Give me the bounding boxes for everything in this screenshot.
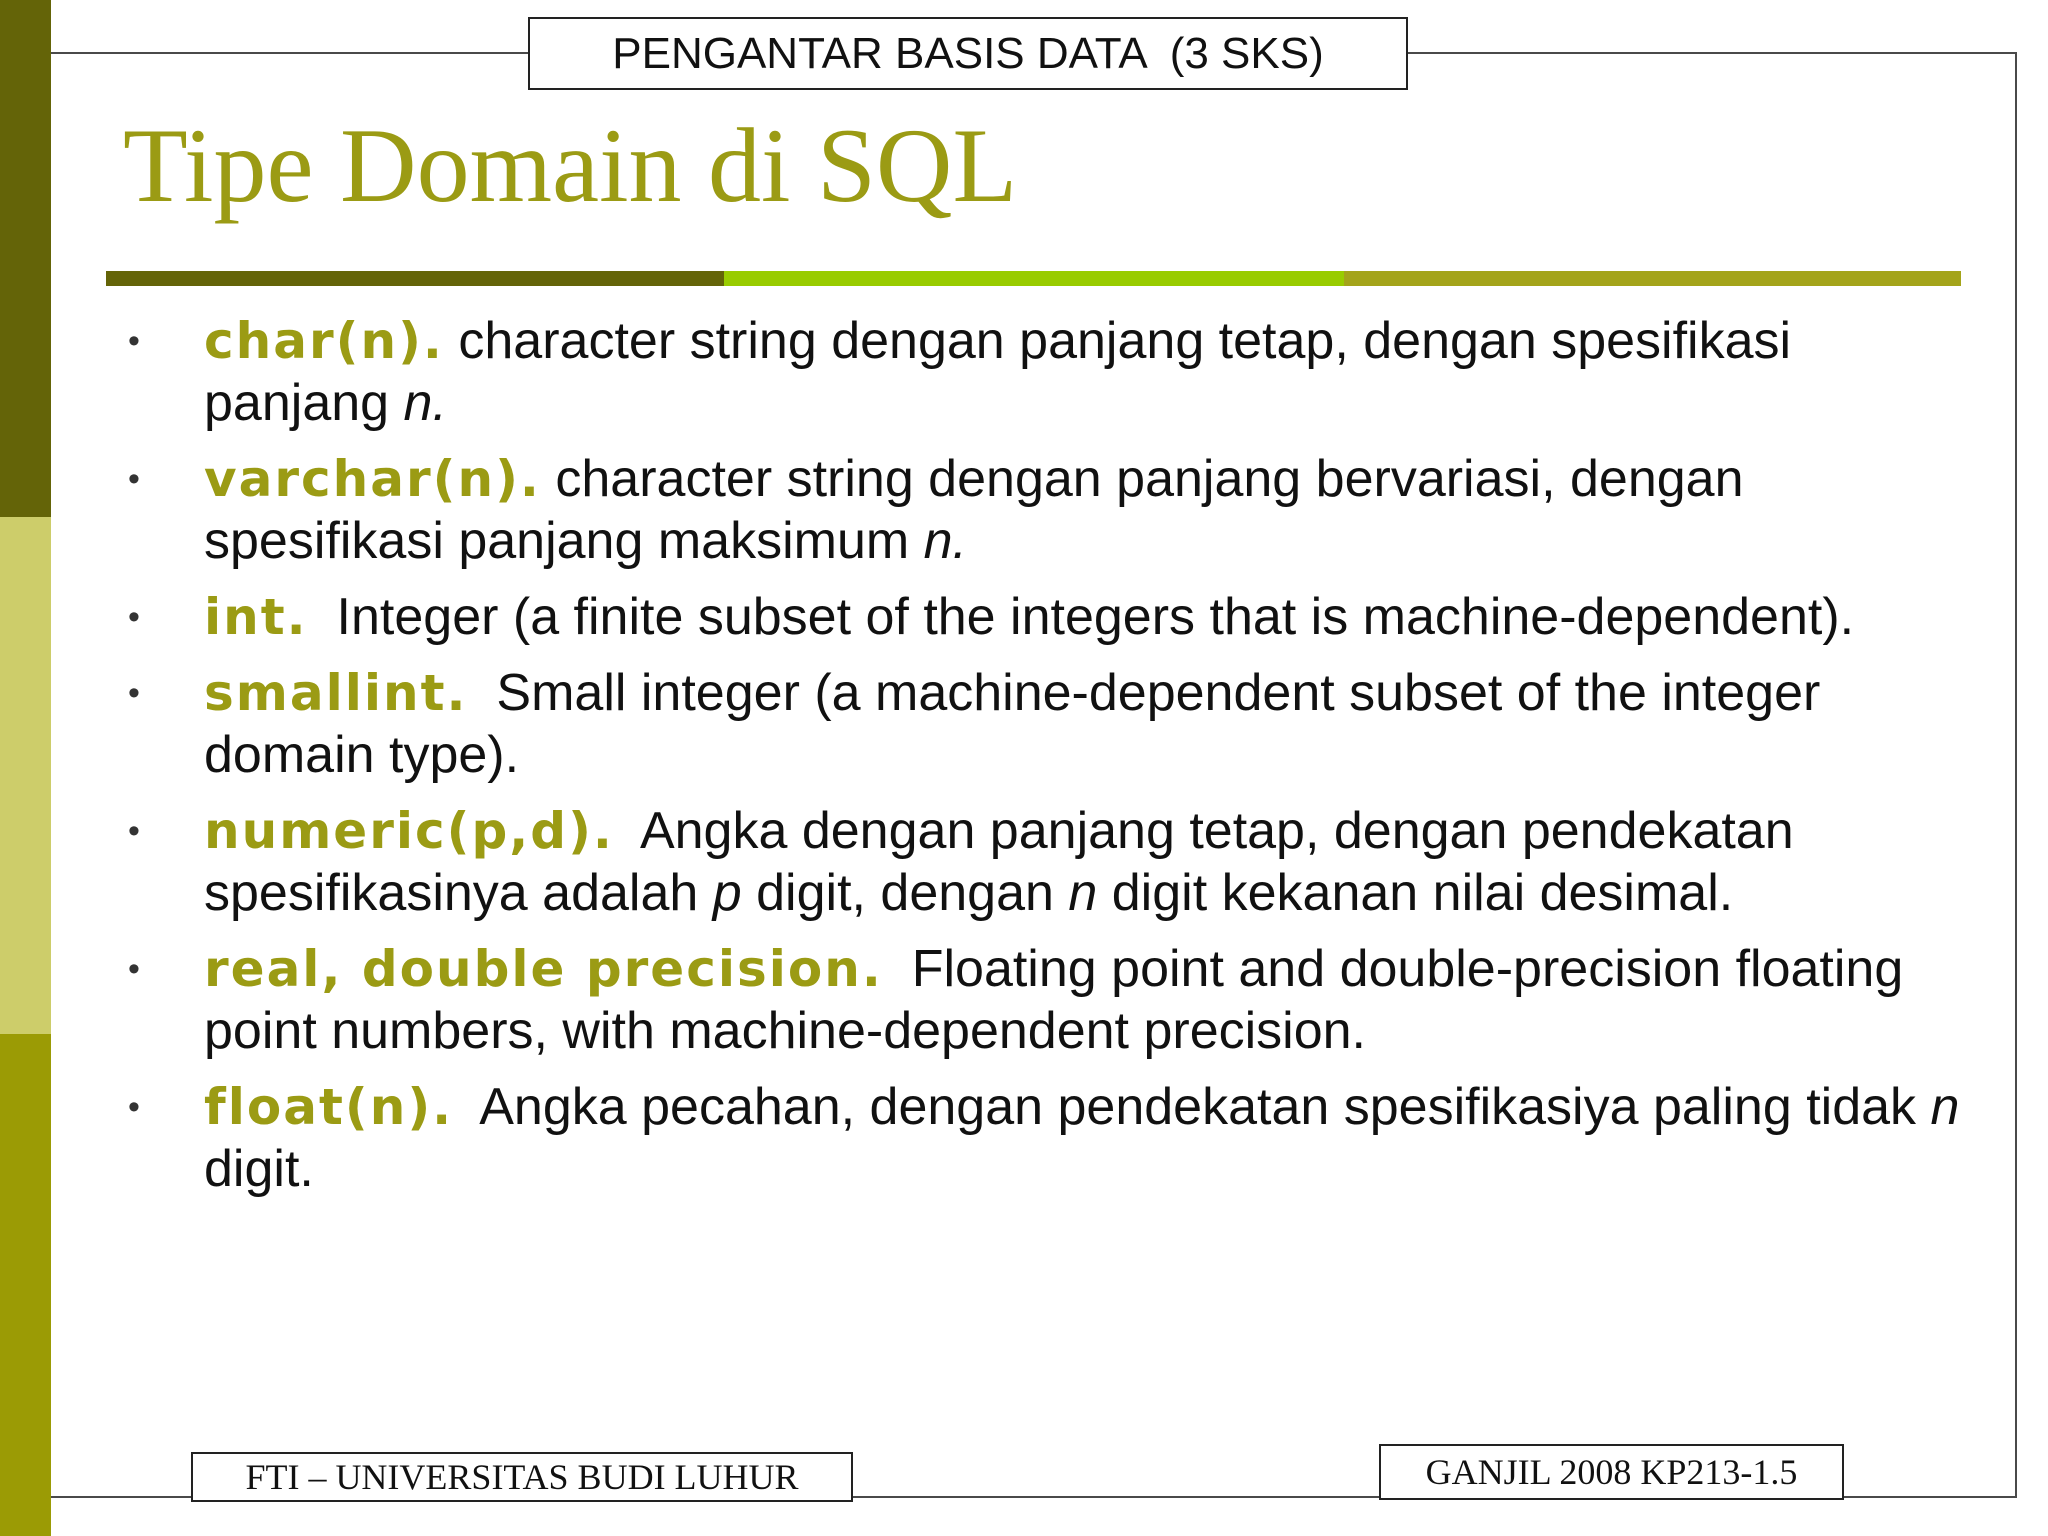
type-term: char(n). bbox=[204, 312, 444, 370]
sidebar-stripe-top bbox=[0, 0, 51, 517]
list-item-numeric bbox=[128, 800, 1978, 924]
type-description: Small integer (a machine-dependent subset of the integer domain type). bbox=[204, 664, 1835, 784]
type-description: Floating point and double-precision floating point numbers, with machine-dependent precision. bbox=[204, 940, 1918, 1060]
bullet-icon: • bbox=[128, 812, 140, 850]
type-term: float(n). bbox=[204, 1078, 454, 1136]
type-term: real, double precision. bbox=[204, 940, 883, 998]
list-item-real-double bbox=[128, 938, 1978, 1062]
type-description-cont: digit kekanan nilai desimal. bbox=[1097, 864, 1734, 922]
footer-institution: FTI – UNIVERSITAS BUDI LUHUR bbox=[191, 1452, 853, 1502]
footer-course-code: GANJIL 2008 KP213-1.5 bbox=[1379, 1444, 1844, 1500]
bullet-icon: • bbox=[128, 1088, 140, 1126]
bullet-icon: • bbox=[128, 950, 140, 988]
type-description-cont: digit. bbox=[204, 1078, 1974, 1198]
type-term: numeric(p,d). bbox=[204, 802, 614, 860]
type-term: int. bbox=[204, 588, 308, 646]
title-rule-segment-3 bbox=[1344, 271, 1961, 286]
title-rule-segment-1 bbox=[106, 271, 724, 286]
slide-title: Tipe Domain di SQL bbox=[123, 107, 1018, 224]
sidebar-stripe-bottom bbox=[0, 1034, 51, 1536]
italic-term: p bbox=[712, 864, 742, 922]
type-term: varchar(n). bbox=[204, 450, 541, 508]
list-item-float bbox=[128, 1076, 1978, 1200]
type-description: Integer (a finite subset of the integers that is machine-dependent). bbox=[307, 588, 1855, 646]
list-item-int bbox=[128, 586, 1978, 648]
bullet-icon: • bbox=[128, 598, 140, 636]
sidebar-stripe-middle bbox=[0, 517, 51, 1034]
type-description: Angka dengan panjang tetap, dengan pendekatan spesifikasinya adalah bbox=[204, 802, 1809, 922]
course-header: PENGANTAR BASIS DATA (3 SKS) bbox=[528, 17, 1408, 90]
type-description-cont: digit, dengan bbox=[741, 864, 1069, 922]
bullet-icon: • bbox=[128, 674, 140, 712]
list-item-smallint bbox=[128, 662, 1978, 786]
type-term: smallint. bbox=[204, 664, 468, 722]
bullet-icon: • bbox=[128, 322, 140, 360]
type-description: Angka pecahan, dengan pendekatan spesifikasiya paling tidak bbox=[453, 1078, 1931, 1136]
type-description: character string dengan panjang bervariasi, dengan spesifikasi panjang maksimum bbox=[204, 450, 1758, 570]
italic-term: n. bbox=[403, 374, 447, 432]
italic-term: n bbox=[1930, 1078, 1960, 1136]
list-item-char bbox=[128, 310, 1978, 434]
italic-term: n. bbox=[923, 512, 967, 570]
domain-type-list bbox=[128, 310, 1978, 1214]
type-description: character string dengan panjang tetap, dengan spesifikasi panjang bbox=[204, 312, 1806, 432]
bullet-icon: • bbox=[128, 460, 140, 498]
title-rule-segment-2 bbox=[724, 271, 1344, 286]
list-item-varchar bbox=[128, 448, 1978, 572]
italic-term: n bbox=[1068, 864, 1098, 922]
